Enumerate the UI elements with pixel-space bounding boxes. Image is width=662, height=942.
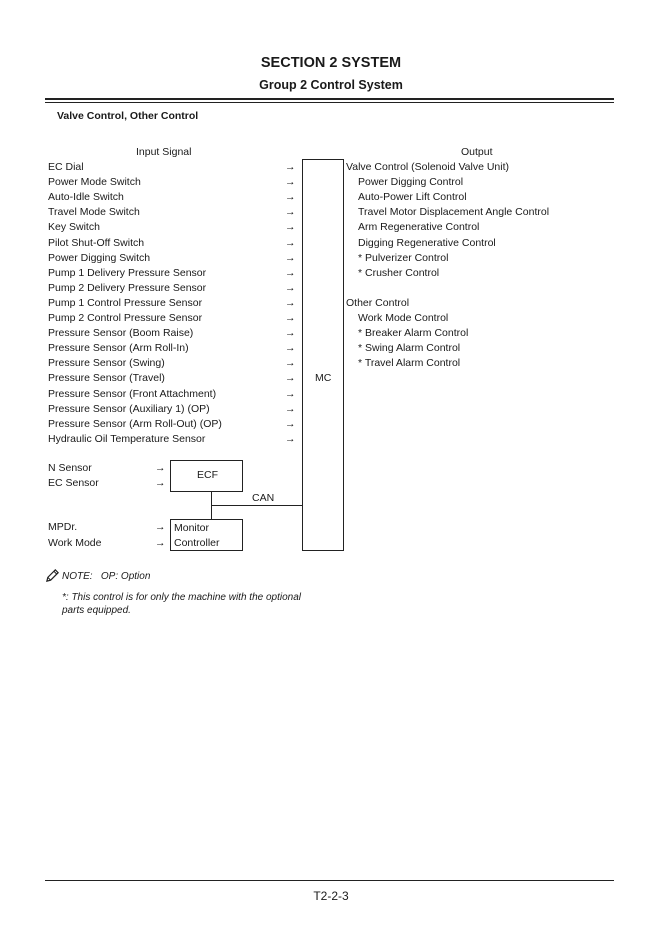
input-signal-item: Pressure Sensor (Arm Roll-In) — [48, 342, 189, 355]
can-label: CAN — [252, 492, 275, 504]
arrow-icon: → — [285, 417, 296, 430]
output-item: Work Mode Control — [358, 312, 449, 324]
subheading: Valve Control, Other Control — [57, 110, 199, 122]
output-item: Power Digging Control — [358, 176, 464, 189]
monitor-label-line1: Monitor — [174, 522, 210, 534]
mpdr-arrow: → — [155, 521, 166, 533]
input-signal-item: Hydraulic Oil Temperature Sensor — [48, 432, 206, 445]
arrow-icon: → — [285, 432, 296, 445]
arrow-icon: → — [285, 342, 296, 355]
mc-box — [302, 159, 344, 551]
input-signal-header: Input Signal — [136, 146, 192, 158]
output-item: * Crusher Control — [358, 266, 440, 279]
input-signal-item: EC Dial — [48, 161, 84, 173]
mpdr-label: MPDr. — [48, 521, 78, 533]
group-title: Group 2 Control System — [259, 78, 403, 92]
arrow-icon: → — [285, 266, 296, 279]
pencil-icon — [45, 568, 60, 583]
footer-rule — [45, 880, 614, 881]
input-signal-item: Power Digging Switch — [48, 251, 151, 264]
input-signal-item: Travel Mode Switch — [48, 206, 140, 219]
output-header: Output — [461, 146, 493, 158]
input-signal-item: Pressure Sensor (Arm Roll-Out) (OP) — [48, 417, 222, 430]
input-signal-item: Pilot Shut-Off Switch — [48, 236, 145, 249]
input-signal-item: Pressure Sensor (Front Attachment) — [48, 387, 217, 400]
arrow-icon: → — [285, 221, 296, 234]
monitor-label-line2: Controller — [174, 537, 220, 549]
arrow-icon: → — [285, 251, 296, 264]
input-signal-item: Power Mode Switch — [48, 176, 141, 189]
mc-label: MC — [315, 372, 332, 384]
can-bus-line — [243, 505, 302, 506]
output-item: Valve Control (Solenoid Valve Unit) — [346, 161, 510, 173]
note-line — [62, 571, 150, 582]
input-signal-item: Pressure Sensor (Swing) — [48, 357, 165, 370]
input-signal-item: Key Switch — [48, 221, 100, 234]
header-rule-thin — [45, 102, 614, 103]
input-signal-item: Pump 1 Delivery Pressure Sensor — [48, 266, 207, 279]
arrow-icon: → — [285, 327, 296, 340]
arrow-icon: → — [285, 357, 296, 370]
arrow-icon: → — [285, 206, 296, 219]
arrow-icon: → — [285, 191, 296, 204]
can-junction-line — [211, 505, 243, 506]
ec-sensor-arrow: → — [155, 477, 166, 489]
page-number: T2-2-3 — [313, 889, 349, 903]
output-item: * Breaker Alarm Control — [358, 327, 469, 340]
ecf-label: ECF — [197, 469, 218, 481]
output-item: * Travel Alarm Control — [358, 357, 461, 370]
ec-sensor-label: EC Sensor — [48, 477, 99, 489]
input-signal-item: Pump 2 Delivery Pressure Sensor — [48, 281, 207, 294]
arrow-icon: → — [285, 161, 296, 173]
note-description-line2: parts equipped. — [62, 605, 131, 616]
arrow-icon: → — [285, 176, 296, 189]
input-signal-item: Auto-Idle Switch — [48, 191, 124, 204]
output-item: Arm Regenerative Control — [358, 221, 480, 234]
input-signal-item: Pressure Sensor (Travel) — [48, 372, 165, 385]
note-description-line1: *: This control is for only the machine with the optional — [62, 592, 302, 603]
arrow-icon: → — [285, 387, 296, 400]
n-sensor-label: N Sensor — [48, 462, 92, 474]
note-label: NOTE: — [62, 571, 93, 582]
output-item: * Swing Alarm Control — [358, 342, 461, 355]
work-mode-arrow: → — [155, 537, 166, 549]
header-rule-thick — [45, 98, 614, 100]
note-text: OP: Option — [100, 571, 151, 582]
input-signal-item: Pressure Sensor (Boom Raise) — [48, 327, 194, 340]
input-signal-item: Pump 1 Control Pressure Sensor — [48, 296, 203, 309]
arrow-icon: → — [285, 296, 296, 309]
input-signal-item: Pump 2 Control Pressure Sensor — [48, 312, 203, 324]
output-item: Travel Motor Displacement Angle Control — [358, 206, 550, 219]
input-signal-item: Pressure Sensor (Auxiliary 1) (OP) — [48, 402, 210, 415]
output-item: * Pulverizer Control — [358, 251, 449, 264]
work-mode-label: Work Mode — [48, 537, 102, 549]
arrow-icon: → — [285, 402, 296, 415]
output-item: Other Control — [346, 296, 410, 309]
section-title: SECTION 2 SYSTEM — [260, 55, 402, 71]
n-sensor-arrow: → — [155, 462, 166, 474]
arrow-icon: → — [285, 372, 296, 385]
output-item: Digging Regenerative Control — [358, 236, 496, 249]
arrow-icon: → — [285, 281, 296, 294]
arrow-icon: → — [285, 236, 296, 249]
output-item: Auto-Power Lift Control — [358, 191, 467, 204]
arrow-icon: → — [285, 312, 296, 324]
